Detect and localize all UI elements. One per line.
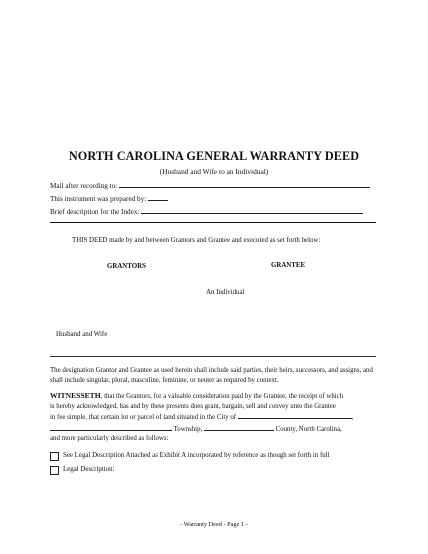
grantors-heading: GRANTORS <box>107 263 146 270</box>
brief-description-label: Brief description for the Index: <box>50 208 140 216</box>
grantee-type: An Individual <box>206 289 245 296</box>
document-subtitle: (Husband and Wife to an Individual) <box>159 167 269 176</box>
designation-paragraph: The designation Grantor and Grantee as used herein shall include said parties, their heirs, successors, and assigns, and shall include singular, plural, masculine, feminine, or neuter as required by context. <box>50 367 373 384</box>
top-divider <box>50 222 376 223</box>
witnesseth-lead: WITNESSETH <box>50 391 101 400</box>
brief-description-row <box>50 206 363 216</box>
page-footer: - Warranty Deed - Page 1 - <box>180 521 248 528</box>
mail-after-recording-row <box>50 180 370 190</box>
parties-divider <box>50 356 376 357</box>
witnesseth-block: WITNESSETH, that the Grantors, for a valuable consideration paid by the Grantee, the receipt of which is hereby acknowledged, has and by these presents does grant, bargain, sell and convey unto the Grantee in fee simple, that certain lot or parcel of land situated in the City of , Township, County, North Carolina, and more particularly described as follows: <box>50 391 354 443</box>
legal-description-label: Legal Description: <box>63 466 115 473</box>
exhibit-a-label: See Legal Description Attached as Exhibit A incorporated by reference as though set forth in full <box>63 452 330 459</box>
witnesseth-line4b: County, North Carolina, <box>275 425 342 433</box>
grantors-type: Husband and Wife <box>56 331 108 338</box>
legal-description-checkbox[interactable] <box>50 466 59 475</box>
witnesseth-line2: is hereby acknowledged, has and by these presents does grant, bargain, sell and convey unto the Grantee <box>50 402 336 410</box>
township-field[interactable] <box>50 423 172 431</box>
mail-after-recording-label: Mail after recording to: <box>50 182 118 190</box>
prepared-by-label: This instrument was prepared by: <box>50 195 147 203</box>
mail-after-recording-field[interactable] <box>119 180 370 188</box>
witnesseth-line1: , that the Grantors, for a valuable consideration paid by the Grantee, the receipt of which <box>100 393 344 400</box>
witnesseth-line4a: Township, <box>173 425 203 433</box>
brief-description-field[interactable] <box>141 206 363 214</box>
grantee-heading: GRANTEE <box>271 262 306 269</box>
witnesseth-line3a: in fee simple, that certain lot or parcel of land situated in the City of <box>50 414 237 422</box>
exhibit-a-checkbox[interactable] <box>50 452 59 461</box>
prepared-by-row <box>50 193 168 203</box>
document-title: NORTH CAROLINA GENERAL WARRANTY DEED <box>68 149 360 163</box>
prepared-by-field[interactable] <box>148 193 168 201</box>
witnesseth-line5: and more particularly described as follows: <box>50 435 169 443</box>
intro-text: THIS DEED made by and between Grantors and Grantee and executed as set forth below: <box>72 237 321 244</box>
county-field[interactable] <box>204 423 274 431</box>
city-field[interactable] <box>238 411 352 419</box>
